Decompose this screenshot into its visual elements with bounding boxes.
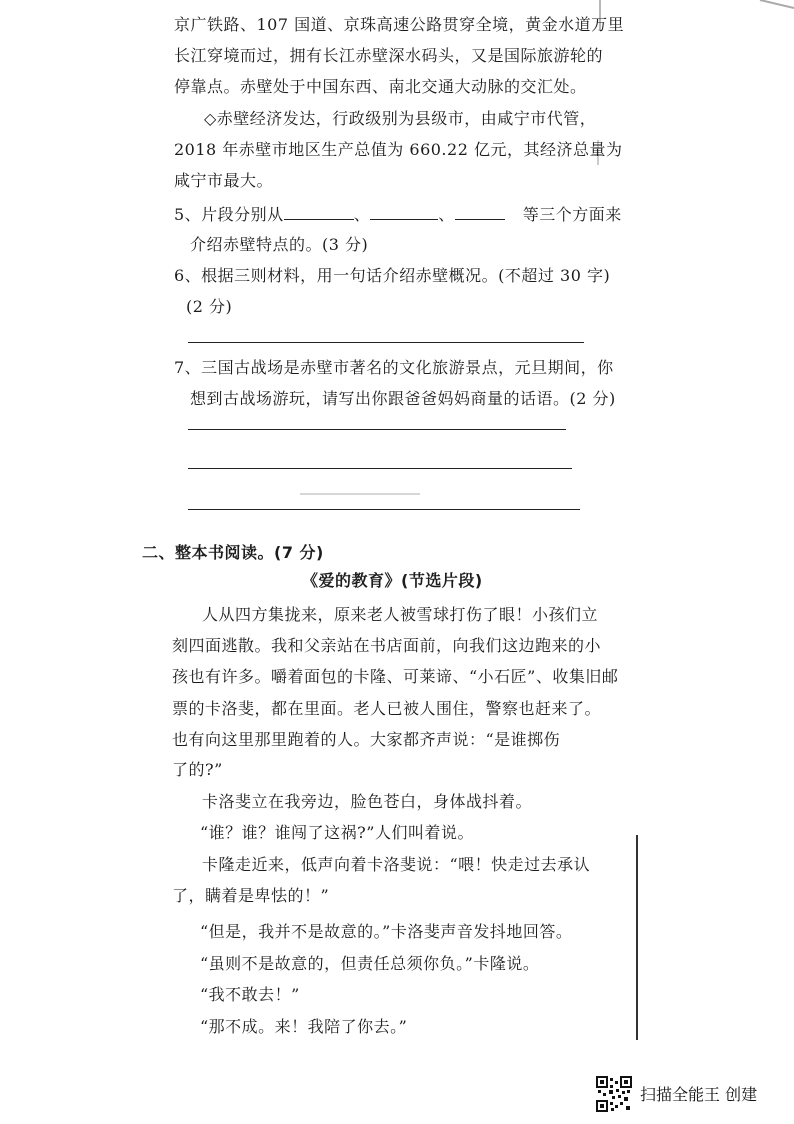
excerpt-line: “我不敢去！” <box>200 985 300 1004</box>
question-7-line-2: 想到古战场游玩，请写出你跟爸爸妈妈商量的话语。(2 分) <box>190 389 616 408</box>
section-2-title: 二、整本书阅读。(7 分) <box>142 543 324 562</box>
excerpt-line: “谁？谁？谁闯了这祸?”人们叫着说。 <box>200 823 474 842</box>
question-5-separator-1: 、 <box>353 205 371 224</box>
passage-line-3: 停靠点。赤壁处于中国东西、南北交通大动脉的交汇处。 <box>174 77 587 96</box>
question-5-separator-2: 、 <box>438 205 455 224</box>
excerpt-line: “虽则不是故意的，但责任总须你负。”卡隆说。 <box>200 954 540 973</box>
excerpt-line: 人从四方集拢来，原来老人被雪球打伤了眼！小孩们立 <box>202 605 599 624</box>
excerpt-line: 刻四面逃散。我和父亲站在书店面前，向我们这边跑来的小 <box>172 636 602 655</box>
excerpt-line: “那不成。来！我陪了你去。” <box>200 1017 408 1036</box>
excerpt-line: 了，瞒着是卑怯的！” <box>172 886 330 905</box>
question-7-answer-line-1[interactable] <box>188 429 566 430</box>
question-6-line-2: (2 分) <box>186 297 233 316</box>
excerpt-line: 孩也有许多。嚼着面包的卡隆、可莱谛、“小石匠”、收集旧邮 <box>172 667 619 686</box>
question-5-line-2: 介绍赤壁特点的。(3 分) <box>190 235 369 254</box>
passage-line-1: 京广铁路、107 国道、京珠高速公路贯穿全境，黄金水道万里 <box>174 15 625 34</box>
page-margin-rule <box>636 835 638 1040</box>
passage-line-2: 长江穿境而过，拥有长江赤壁深水码头，又是国际旅游轮的 <box>174 46 604 65</box>
excerpt-line: 卡隆走近来，低声向着卡洛斐说：“喂！快走过去承认 <box>202 855 591 874</box>
excerpt-line: 也有向这里那里跑着的人。大家都齐声说：“是谁掷伤 <box>172 730 561 749</box>
excerpt-line: “但是，我并不是故意的。”卡洛斐声音发抖地回答。 <box>200 922 573 941</box>
answer-blank-2[interactable] <box>370 203 438 220</box>
book-excerpt-title: 《爱的教育》(节选片段) <box>302 571 483 590</box>
answer-blank-3[interactable] <box>455 203 505 220</box>
question-5 <box>174 203 622 226</box>
scan-smudge <box>300 493 420 495</box>
question-7-answer-line-3[interactable] <box>188 509 580 510</box>
question-5-prefix: 5、片段分别从 <box>174 205 284 224</box>
question-5-suffix: 等三个方面来 <box>522 205 622 224</box>
question-7-answer-line-2[interactable] <box>188 468 572 469</box>
excerpt-line: 卡洛斐立在我旁边，脸色苍白，身体战抖着。 <box>202 792 533 811</box>
question-6-line-1: 6、根据三则材料，用一句话介绍赤壁概况。(不超过 30 字) <box>174 266 611 285</box>
excerpt-line: 票的卡洛斐，都在里面。老人已被人围住，警察也赶来了。 <box>172 699 602 718</box>
passage-line-5: 2018 年赤壁市地区生产总值为 660.22 亿元，其经济总量为 <box>174 140 623 159</box>
passage-line-4: ◇赤壁经济发达，行政级别为县级市，由咸宁市代管， <box>204 109 597 128</box>
scanner-watermark-text: 扫描全能王 创建 <box>640 1085 758 1104</box>
excerpt-line: 了的?” <box>172 760 223 779</box>
question-7-line-1: 7、三国古战场是赤壁市著名的文化旅游景点，元旦期间，你 <box>174 358 614 377</box>
qr-code-icon <box>596 1076 632 1112</box>
passage-line-6: 咸宁市最大。 <box>174 171 274 190</box>
question-6-answer-line[interactable] <box>188 342 584 343</box>
answer-blank-1[interactable] <box>284 203 354 220</box>
